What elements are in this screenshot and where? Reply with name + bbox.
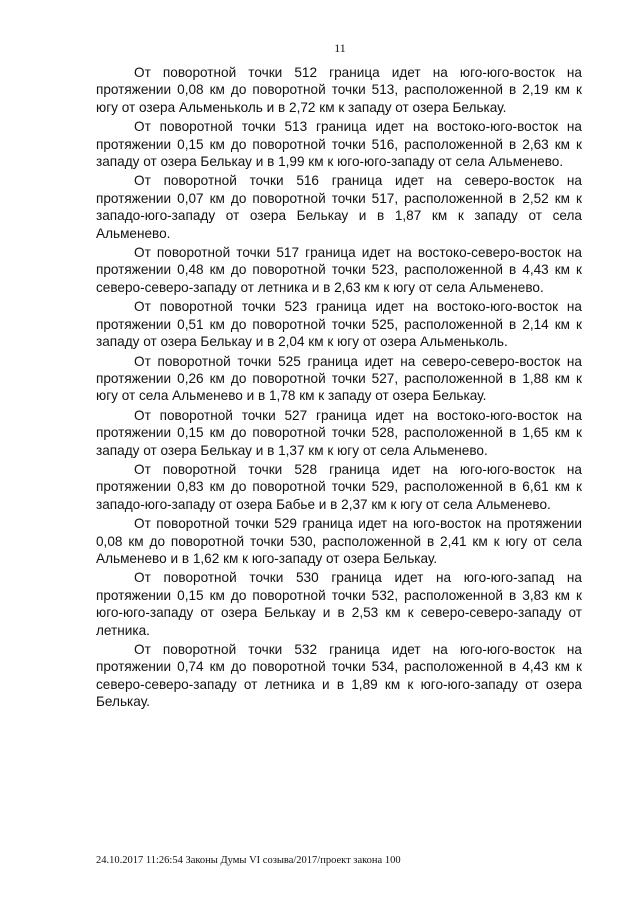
paragraph: От поворотной точки 525 граница идет на северо-северо-восток на протяжении 0,26 км до поворотной точки 527, расположенной в 1,88 км к югу от села Альменево и в 1,78 км к западу от озера Белькау. <box>96 353 582 404</box>
paragraph: От поворотной точки 517 граница идет на востоко-северо-восток на протяжении 0,48 км до поворотной точки 523, расположенной в 4,43 км к северо-северо-западу от летника и в 2,63 км к югу от села Альменево. <box>96 245 582 295</box>
page-number: 11 <box>334 41 346 55</box>
paragraph: От поворотной точки 529 граница идет на юго-восток на протяжении 0,08 км до поворотной точки 530, расположенной в 2,41 км к югу от села Альменево и в 1,62 км к юго-западу от озера Белькау. <box>96 516 582 566</box>
paragraph: От поворотной точки 532 граница идет на юго-юго-восток на протяжении 0,74 км до поворотной точки 534, расположенной в 4,43 км к северо-северо-западу от летника и в 1,89 км к юго-юго-западу от озера Белькау. <box>96 642 582 710</box>
paragraph: От поворотной точки 512 граница идет на юго-юго-восток на протяжении 0,08 км до поворотной точки 513, расположенной в 2,19 км к югу от озера Альменьколь и в 2,72 км к западу от озера Белькау. <box>96 65 582 115</box>
paragraph: От поворотной точки 513 граница идет на востоко-юго-восток на протяжении 0,15 км до поворотной точки 516, расположенной в 2,63 км к западу от озера Белькау и в 1,99 км к юго-юго-западу от села Альменево. <box>96 119 582 170</box>
paragraph: От поворотной точки 527 граница идет на востоко-юго-восток на протяжении 0,15 км до поворотной точки 528, расположенной в 1,65 км к западу от озера Белькау и в 1,37 км к югу от села Альменево. <box>96 407 582 458</box>
document-body <box>96 64 582 713</box>
document-footer: 24.10.2017 11:26:54 Законы Думы VI созыва/2017/проект закона 100 <box>96 855 401 866</box>
paragraph: От поворотной точки 516 граница идет на северо-восток на протяжении 0,07 км до поворотной точки 517, расположенной в 2,52 км к западо-юго-западу от озера Белькау и в 1,87 км к западу от села Альменево. <box>96 173 582 241</box>
paragraph: От поворотной точки 528 граница идет на юго-юго-восток на протяжении 0,83 км до поворотной точки 529, расположенной в 6,61 км к западо-юго-западу от озера Бабье и в 2,37 км к югу от села Альменево. <box>96 461 582 512</box>
paragraph: От поворотной точки 530 граница идет на юго-юго-запад на протяжении 0,15 км до поворотной точки 532, расположенной в 3,83 км к юго-юго-западу от озера Белькау и в 2,53 км к северо-северо-западу от летника. <box>96 570 582 638</box>
paragraph: От поворотной точки 523 граница идет на востоко-юго-восток на протяжении 0,51 км до поворотной точки 525, расположенной в 2,14 км к западу от озера Белькау и в 2,04 км к югу от озера Альменьколь. <box>96 299 582 350</box>
